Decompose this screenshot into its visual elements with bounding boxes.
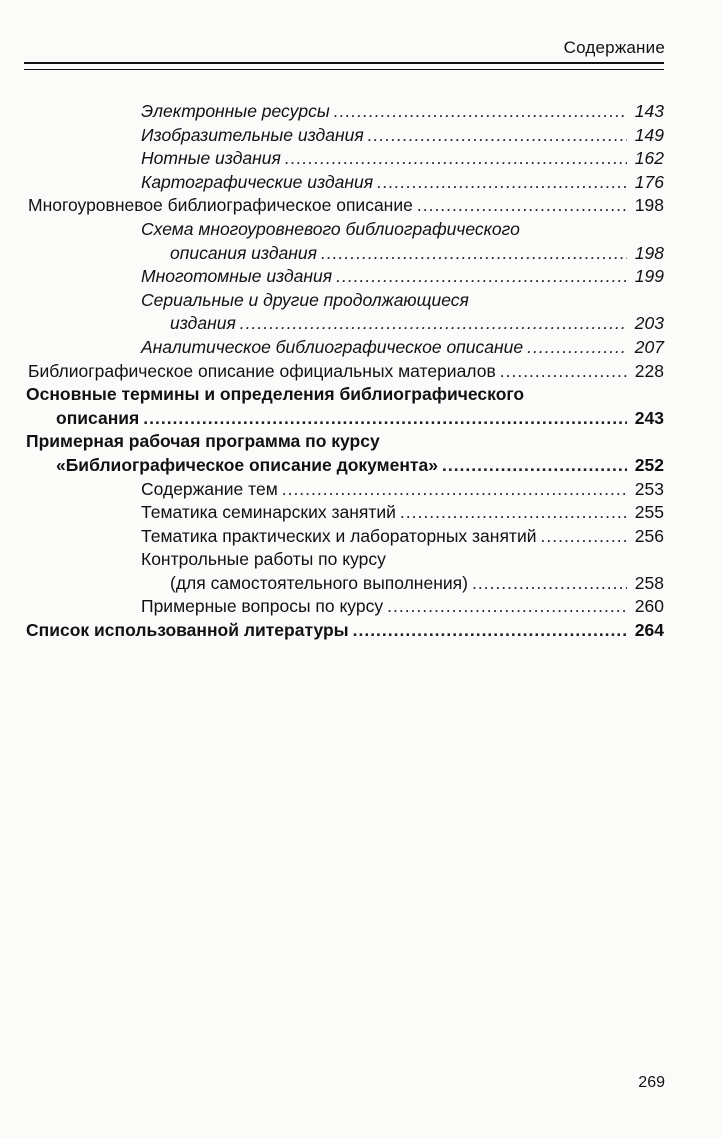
toc-entry-title: (для самостоятельного выполнения) xyxy=(170,572,468,593)
toc-entry-page: 258 xyxy=(634,572,664,593)
dot-leader xyxy=(541,525,628,549)
page-number: 269 xyxy=(638,1074,665,1091)
dot-leader xyxy=(240,312,627,336)
toc-entry-line xyxy=(0,171,723,195)
toc-entry-line xyxy=(0,289,723,313)
toc-entry-page: 143 xyxy=(634,101,664,121)
toc-entry-line xyxy=(0,265,723,289)
toc-entry xyxy=(0,525,723,549)
toc-entry-line xyxy=(0,218,723,242)
running-title: Содержание xyxy=(563,38,665,57)
dot-leader xyxy=(417,194,627,218)
toc-entry-page: 260 xyxy=(634,596,664,617)
toc-entry xyxy=(0,265,723,289)
toc-entry-title: Аналитическое библиографическое описание xyxy=(141,336,524,357)
toc-entry-title: Основные термины и определения библиографического xyxy=(26,384,525,405)
toc-entry-line xyxy=(0,360,723,384)
toc-entry-line xyxy=(0,501,723,525)
toc-entry xyxy=(0,100,723,124)
toc-entry-page: 243 xyxy=(634,407,664,428)
dot-leader xyxy=(143,407,627,431)
toc-entry-title: Электронные ресурсы xyxy=(141,101,330,121)
toc-entry-title: Примерная рабочая программа по курсу xyxy=(26,431,380,452)
toc-entry-line xyxy=(0,100,723,124)
toc-entry xyxy=(0,430,723,477)
toc-entry-page: 198 xyxy=(634,242,664,263)
toc-entry-line xyxy=(0,312,723,336)
toc-entry-title: «Библиографическое описание документа» xyxy=(56,454,438,475)
toc-entry xyxy=(0,336,723,360)
toc-entry-title: Контрольные работы по курсу xyxy=(141,549,386,570)
toc-entry-line xyxy=(0,525,723,549)
toc-entry-title: Многотомные издания xyxy=(141,266,333,287)
toc-entry-title: Библиографическое описание официальных материалов xyxy=(28,360,496,381)
toc-entry-page: 198 xyxy=(634,195,664,216)
toc-entry-title: Содержание тем xyxy=(141,478,278,499)
toc-entry-page: 149 xyxy=(634,124,664,145)
toc-entry-title: Изобразительные издания xyxy=(141,124,364,145)
toc-entry xyxy=(0,194,723,218)
toc-entry xyxy=(0,501,723,525)
toc-entry-page: 228 xyxy=(634,360,664,381)
toc-entry xyxy=(0,595,723,619)
toc-entry xyxy=(0,171,723,195)
toc-entry-line xyxy=(0,478,723,502)
toc-entry-line xyxy=(0,383,723,407)
toc-entry-line xyxy=(0,124,723,148)
dot-leader xyxy=(353,619,627,643)
header-rule-thin xyxy=(24,69,664,70)
toc-entry-line xyxy=(0,242,723,266)
toc-entry-page: 162 xyxy=(634,148,664,169)
toc-entry xyxy=(0,124,723,148)
toc-entry-page: 207 xyxy=(634,336,664,357)
toc-entry-line xyxy=(0,430,723,454)
toc-entry-title: описания издания xyxy=(170,242,317,263)
toc-entry xyxy=(0,478,723,502)
toc-entry-page: 256 xyxy=(634,525,664,546)
dot-leader xyxy=(387,595,627,619)
toc-entry xyxy=(0,218,723,265)
toc-entry-title: Сериальные и другие продолжающиеся xyxy=(141,289,469,310)
dot-leader xyxy=(377,171,627,195)
toc-entry-line xyxy=(0,147,723,171)
toc-entry-page: 264 xyxy=(634,620,664,641)
toc-entry-title: Примерные вопросы по курсу xyxy=(141,596,384,617)
toc-entry-title: издания xyxy=(170,313,236,334)
toc-entry xyxy=(0,289,723,336)
toc-entry xyxy=(0,360,723,384)
toc-entry-title: Нотные издания xyxy=(141,148,281,169)
toc-entry-title: Картографические издания xyxy=(141,171,374,192)
dot-leader xyxy=(334,100,627,124)
header-rule-thick xyxy=(24,62,664,64)
toc-entry-page: 252 xyxy=(634,454,664,475)
dot-leader xyxy=(336,265,627,289)
dot-leader xyxy=(285,147,627,171)
toc-entry-line xyxy=(0,619,723,643)
toc-entry-line xyxy=(0,548,723,572)
toc-entry xyxy=(0,548,723,595)
dot-leader xyxy=(321,242,627,266)
toc-entry xyxy=(0,383,723,430)
toc-entry-line xyxy=(0,572,723,596)
toc-entry-title: Тематика практических и лабораторных занятий xyxy=(141,525,537,546)
dot-leader xyxy=(527,336,627,360)
toc-entry-line xyxy=(0,407,723,431)
toc-entry-title: Тематика семинарских занятий xyxy=(141,502,396,523)
dot-leader xyxy=(500,360,627,384)
toc-entry-line xyxy=(0,454,723,478)
table-of-contents xyxy=(0,100,723,643)
toc-entry-page: 255 xyxy=(634,502,664,523)
toc-entry-title: описания xyxy=(56,407,140,428)
toc-entry xyxy=(0,619,723,643)
toc-entry-page: 253 xyxy=(634,478,664,499)
toc-entry xyxy=(0,147,723,171)
dot-leader xyxy=(282,478,627,502)
toc-entry-title: Схема многоуровневого библиографического xyxy=(141,218,520,239)
toc-entry-title: Многоуровневое библиографическое описание xyxy=(28,195,413,216)
toc-entry-page: 199 xyxy=(634,266,664,287)
dot-leader xyxy=(368,124,627,148)
dot-leader xyxy=(400,501,627,525)
toc-entry-line xyxy=(0,336,723,360)
toc-entry-line xyxy=(0,595,723,619)
toc-entry-page: 203 xyxy=(634,313,664,334)
toc-entry-page: 176 xyxy=(634,171,664,192)
dot-leader xyxy=(442,454,627,478)
toc-entry-line xyxy=(0,194,723,218)
dot-leader xyxy=(472,572,627,596)
toc-entry-title: Список использованной литературы xyxy=(26,620,349,641)
